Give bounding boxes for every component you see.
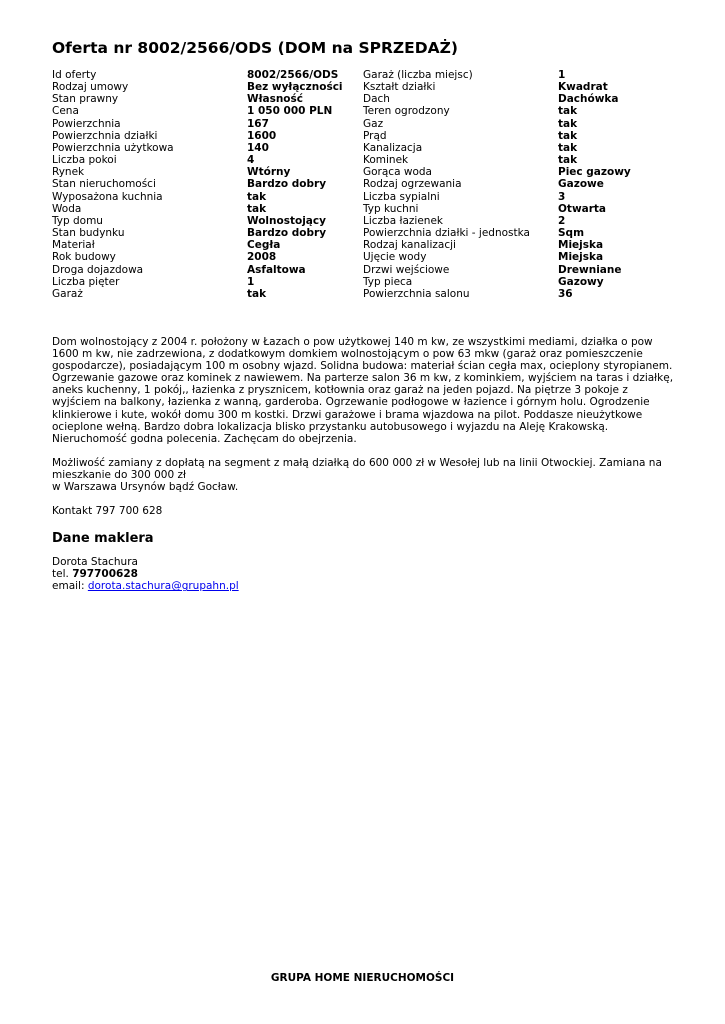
spec-row — [52, 215, 631, 227]
spec-label: Teren ogrodzony — [363, 105, 450, 118]
broker-heading: Dane maklera — [52, 531, 154, 546]
spec-value: 3 — [558, 190, 566, 203]
spec-row — [52, 142, 631, 154]
spec-row — [52, 276, 631, 288]
spec-value: tak — [558, 117, 578, 130]
spec-label: Stan budynku — [52, 227, 125, 240]
phone-label: tel. — [52, 568, 69, 581]
spec-value: Otwarta — [558, 202, 607, 215]
spec-value: 1 — [247, 275, 255, 288]
broker-phone: 797700628 — [72, 568, 138, 581]
spec-label: Gorąca woda — [363, 166, 432, 179]
spec-label: Liczba pięter — [52, 275, 120, 288]
spec-label: Woda — [52, 202, 82, 215]
spec-label: Powierzchnia działki — [52, 129, 158, 142]
spec-label: Id oferty — [52, 69, 97, 81]
spec-value: Cegła — [247, 239, 281, 252]
broker-details — [52, 556, 239, 593]
spec-label: Drzwi wejściowe — [363, 263, 450, 276]
spec-value: tak — [247, 287, 267, 300]
spec-value: 167 — [247, 117, 269, 130]
spec-row — [52, 93, 631, 105]
spec-label: Typ kuchni — [363, 202, 419, 215]
spec-value: tak — [247, 190, 267, 203]
email-label: email: — [52, 580, 85, 593]
spec-value: Piec gazowy — [558, 166, 631, 179]
spec-label: Powierzchnia działki - jednostka — [363, 227, 530, 240]
spec-row — [52, 69, 631, 81]
spec-value: Gazowy — [558, 275, 604, 288]
spec-value: Gazowe — [558, 178, 604, 191]
page-title: Oferta nr 8002/2566/ODS (DOM na SPRZEDAŻ) — [52, 39, 458, 57]
spec-label: Powierzchnia — [52, 117, 121, 130]
spec-value: tak — [558, 105, 578, 118]
spec-value: 36 — [558, 287, 573, 300]
spec-label: Garaż (liczba miejsc) — [363, 69, 473, 81]
spec-label: Materiał — [52, 239, 95, 252]
spec-label: Garaż — [52, 287, 83, 300]
broker-email-link[interactable]: dorota.stachura@grupahn.pl — [87, 580, 239, 593]
spec-label: Rok budowy — [52, 251, 116, 264]
spec-row — [52, 288, 631, 300]
spec-value: Wolnostojący — [247, 214, 326, 227]
spec-label: Kanalizacja — [363, 141, 423, 154]
spec-row — [52, 81, 631, 93]
spec-row — [52, 251, 631, 263]
spec-label: Droga dojazdowa — [52, 263, 144, 276]
spec-label: Kształt działki — [363, 81, 436, 94]
spec-row — [52, 118, 631, 130]
spec-row — [52, 203, 631, 215]
spec-value: Bardzo dobry — [247, 227, 327, 240]
description-paragraph: Dom wolnostojący z 2004 r. położony w Łazach o pow użytkowej 140 m kw, ze wszystkimi mediami, działka o pow 1600 m kw, nie zadrzewiona, z dodatkowym domkiem wolnostojącym o pow 63 mkw (garaż oraz pomieszczenie gospodarcze), posiadającym 100 m osobny wjazd. Solidna budowa: materiał ścian cegła max, ocieplony styropianem. Ogrzewanie gazowe oraz kominek z nawiewem. Na parterze salon 36 m kw, z kominkiem, wyjściem na taras i działkę, aneks kuchenny, 1 pokój,, łazienka z prysznicem, kotłownia oraz garaż na jeden pojazd. Na piętrze 3 pokoje z wyjściem na balkony, łazienka z wanną, garderoba. Ogrzewanie podłogowe w łazience i górnym holu. Ogrodzenie klinkierowe i kute, wokół domu 300 m kostki. Drzwi garażowe i brama wjazdowa na pilot. Poddasze nieużytkowe ocieplone wełną. Bardzo dobra lokalizacja blisko przystanku autobusowego i wyjazdu na Aleję Krakowską. Nieruchomość godna polecenia. Zachęcam do obejrzenia. — [52, 336, 674, 445]
spec-label: Stan nieruchomości — [52, 178, 156, 191]
contact-text: Kontakt 797 700 628 — [52, 505, 163, 518]
spec-value: Wtórny — [247, 166, 291, 179]
spec-label: Cena — [52, 105, 79, 118]
spec-label: Kominek — [363, 154, 409, 167]
spec-value: 140 — [247, 141, 269, 154]
spec-value: 8002/2566/ODS — [247, 69, 339, 81]
spec-row — [52, 166, 631, 178]
spec-value: Własność — [247, 93, 303, 106]
description — [52, 336, 677, 529]
spec-label: Rodzaj ogrzewania — [363, 178, 462, 191]
spec-label: Prąd — [363, 129, 387, 142]
broker-name: Dorota Stachura — [52, 556, 138, 568]
spec-value: Miejska — [558, 239, 604, 252]
spec-value: Sqm — [558, 227, 585, 240]
exchange-location-text: w Warszawa Ursynów bądź Gocław. — [52, 481, 239, 494]
spec-label: Powierzchnia użytkowa — [52, 141, 174, 154]
spec-value: Kwadrat — [558, 81, 608, 94]
spec-value: Bardzo dobry — [247, 178, 327, 191]
broker-email-row — [52, 580, 239, 592]
spec-label: Typ pieca — [363, 275, 413, 288]
spec-label: Liczba pokoi — [52, 154, 117, 167]
spec-value: tak — [558, 129, 578, 142]
spec-value: Drewniane — [558, 263, 622, 276]
spec-value: Miejska — [558, 251, 604, 264]
spec-value: 2008 — [247, 251, 277, 264]
spec-value: tak — [247, 202, 267, 215]
spec-label: Typ domu — [52, 214, 103, 227]
spec-label: Rodzaj umowy — [52, 81, 129, 94]
spec-row — [52, 154, 631, 166]
spec-label: Wyposażona kuchnia — [52, 190, 163, 203]
spec-value: 1600 — [247, 129, 277, 142]
spec-row — [52, 105, 631, 117]
spec-value: 4 — [247, 154, 255, 167]
spec-label: Liczba łazienek — [363, 214, 443, 227]
spec-row — [52, 227, 631, 239]
spec-value: 1 — [558, 69, 566, 81]
spec-row — [52, 130, 631, 142]
exchange-text: Możliwość zamiany z dopłatą na segment z małą działką do 600 000 zł w Wesołej lub na linii Otwockiej. Zamiana na mieszkanie do 300 000 zł — [52, 456, 662, 481]
spec-row — [52, 239, 631, 251]
spec-label: Stan prawny — [52, 93, 119, 106]
footer-company: GRUPA HOME NIERUCHOMOŚCI — [270, 972, 455, 984]
spec-label: Rynek — [52, 166, 85, 179]
broker-phone-row — [52, 568, 239, 580]
specs-table — [52, 69, 631, 300]
spec-value: 2 — [558, 214, 566, 227]
spec-label: Gaz — [363, 117, 384, 130]
spec-value: 1 050 000 PLN — [247, 105, 333, 118]
spec-row — [52, 191, 631, 203]
spec-label: Powierzchnia salonu — [363, 287, 470, 300]
spec-value: Bez wyłączności — [247, 81, 343, 94]
spec-row — [52, 264, 631, 276]
spec-row — [52, 178, 631, 190]
spec-value: Dachówka — [558, 93, 619, 106]
spec-value: tak — [558, 154, 578, 167]
specs-body — [52, 69, 631, 300]
spec-label: Dach — [363, 93, 390, 106]
spec-value: tak — [558, 141, 578, 154]
spec-label: Ujęcie wody — [363, 251, 427, 264]
spec-label: Liczba sypialni — [363, 190, 440, 203]
spec-value: Asfaltowa — [247, 263, 306, 276]
spec-label: Rodzaj kanalizacji — [363, 239, 456, 252]
